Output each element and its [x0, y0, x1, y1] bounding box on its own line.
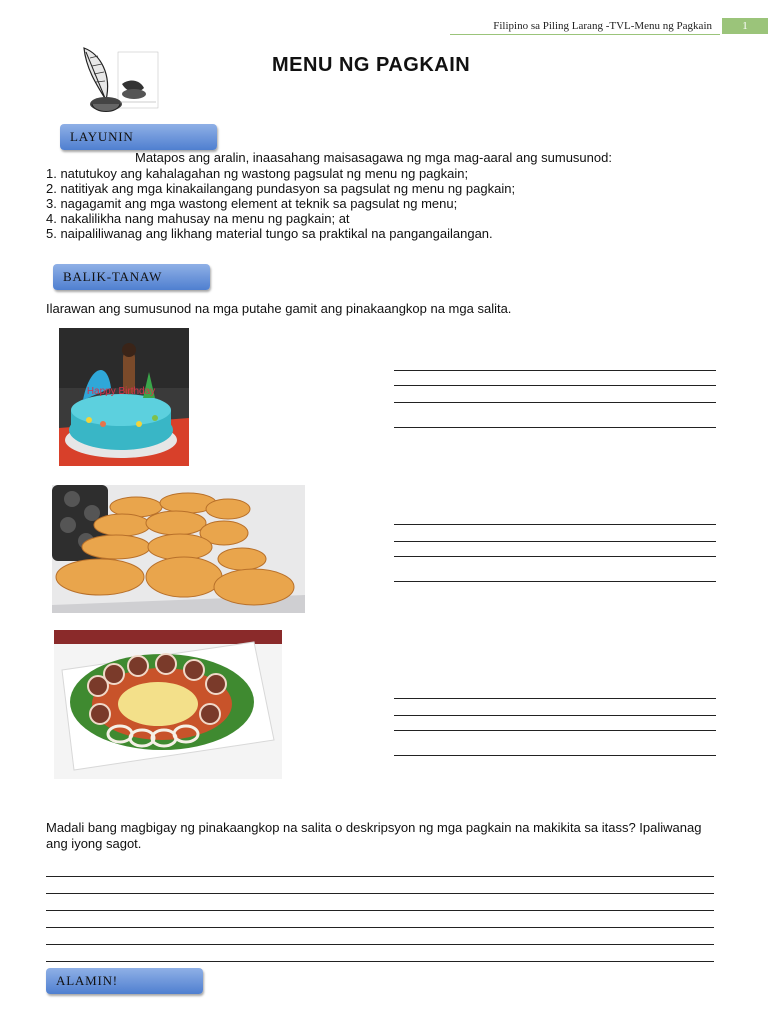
answer-line [394, 542, 716, 557]
answer-line [46, 928, 714, 945]
answer-lines-1 [394, 356, 716, 428]
answer-line [394, 716, 716, 731]
section-tag-alamin: ALAMIN! [46, 968, 203, 994]
meat-rolls-platter-photo [54, 630, 282, 779]
cake-text: Happy Birthday [86, 386, 156, 397]
question-text: Madali bang magbigay ng pinakaangkop na salita o deskripsyon ng mga pagkain na makikita sa itass? Ipaliwanag ang iyong sagot. [46, 820, 702, 851]
answer-lines-2 [394, 508, 716, 582]
objective-item: 2. natitiyak ang mga kinakailangang pundasyon sa pagsulat ng menu ng pagkain; [46, 181, 516, 196]
answer-line [46, 945, 714, 962]
section-tag-layunin: LAYUNIN [60, 124, 217, 150]
answer-line [394, 682, 716, 699]
intro-text: Matapos ang aralin, inaasahang maisasagawa ng mga mag-aaral ang sumusunod: [135, 150, 612, 165]
page-title: MENU NG PAGKAIN [272, 54, 471, 76]
answer-line [46, 877, 714, 894]
answer-line [394, 525, 716, 542]
page-header [0, 18, 768, 36]
instruction-text: Ilarawan ang sumusunod na mga putahe gamit ang pinakaangkop na mga salita. [46, 301, 512, 316]
answer-line [394, 386, 716, 403]
birthday-cake-photo [59, 328, 189, 466]
objective-item: 1. natutukoy ang kahalagahan ng wastong pagsulat ng menu ng pagkain; [46, 166, 469, 181]
answer-line [46, 911, 714, 928]
answer-line [46, 894, 714, 911]
objective-item: 5. naipaliliwanag ang likhang material tungo sa praktikal na pangangailangan. [46, 226, 493, 241]
answer-line [46, 860, 714, 877]
answer-line [394, 557, 716, 582]
header-divider [450, 34, 720, 35]
header-text: Filipino sa Piling Larang -TVL-Menu ng Pagkain [493, 20, 712, 32]
objective-item: 4. nakalilikha nang mahusay na menu ng pagkain; at [46, 211, 350, 226]
answer-line [394, 731, 716, 756]
answer-line [394, 699, 716, 716]
answer-lines-3 [394, 682, 716, 756]
section-tag-balik-tanaw: BALIK-TANAW [53, 264, 210, 290]
answer-line [394, 403, 716, 428]
answer-line [394, 371, 716, 386]
essay-answer-lines [46, 860, 714, 962]
bread-rolls-photo [52, 485, 305, 613]
page-number: 1 [722, 18, 768, 34]
objectives-list [46, 166, 515, 241]
answer-line [394, 508, 716, 525]
answer-line [394, 356, 716, 371]
quill-ink-logo [78, 44, 162, 116]
objective-item: 3. nagagamit ang mga wastong element at teknik sa pagsulat ng menu; [46, 196, 458, 211]
